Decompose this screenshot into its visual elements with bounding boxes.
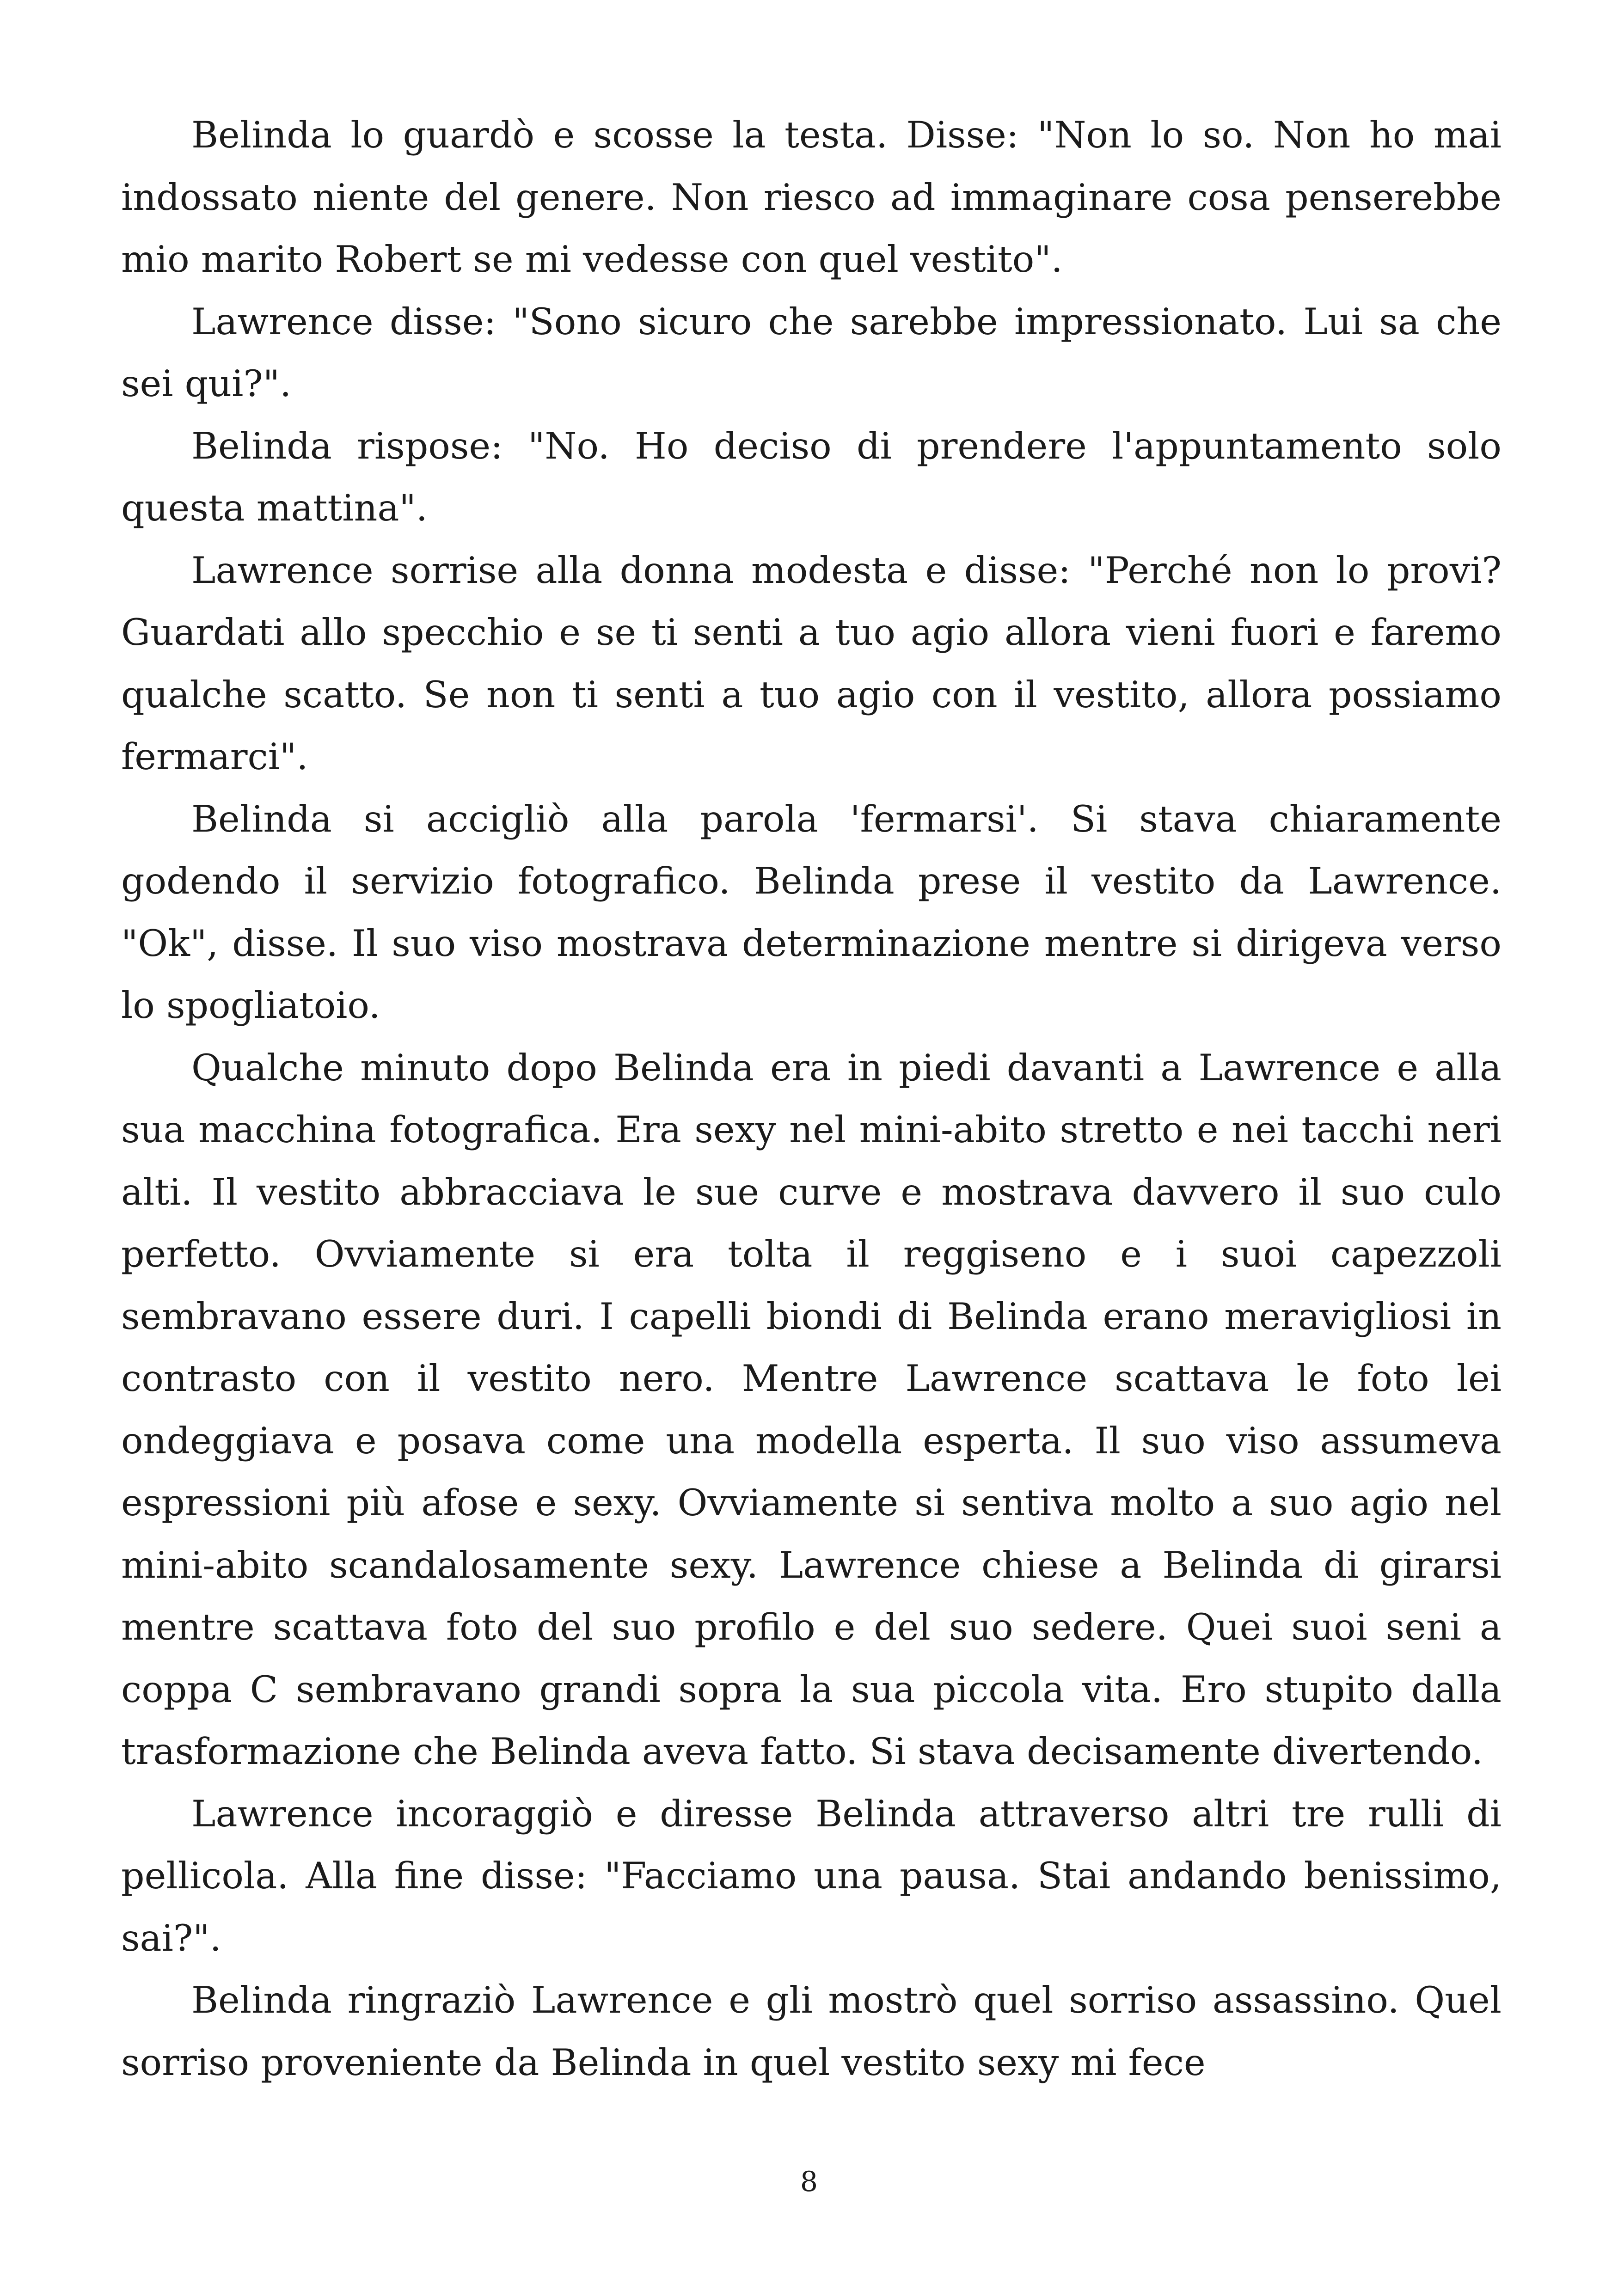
body-text (121, 104, 1502, 2094)
page-number: 8 (800, 2166, 818, 2198)
paragraph: Qualche minuto dopo Belinda era in piedi davanti a Lawrence e alla sua macchina fotografica. Era sexy nel mini-abito stretto e nei tacchi neri alti. Il vestito abbracciava le sue curve e mostrava davvero il suo culo perfetto. Ovviamente si era tolta il reggiseno e i suoi capezzoli sembravano essere duri. I capelli biondi di Belinda erano meravigliosi in contrasto con il vestito nero. Mentre Lawrence scattava le foto lei ondeggiava e posava come una modella esperta. Il suo viso assumeva espressioni più afose e sexy. Ovviamente si sentiva molto a suo agio nel mini-abito scandalosamente sexy. Lawrence chiese a Belinda di girarsi mentre scattava foto del suo profilo e del suo sedere. Quei suoi seni a coppa C sembravano grandi sopra la sua piccola vita. Ero stupito dalla trasformazione che Belinda aveva fatto. Si stava decisamente divertendo. (121, 1046, 1502, 1773)
paragraph: Belinda si accigliò alla parola 'fermarsi'. Si stava chiaramente godendo il servizio fotografico. Belinda prese il vestito da Lawrence. "Ok", disse. Il suo viso mostrava determinazione mentre si dirigeva verso lo spogliatoio. (121, 797, 1502, 1027)
paragraph: Belinda rispose: "No. Ho deciso di prendere l'appuntamento solo questa mattina". (121, 424, 1502, 529)
paragraph: Lawrence incoraggiò e diresse Belinda attraverso altri tre rulli di pellicola. Alla fine disse: "Facciamo una pausa. Stai andando benissimo, sai?". (121, 1792, 1502, 1959)
paragraph: Belinda lo guardò e scosse la testa. Disse: "Non lo so. Non ho mai indossato niente del genere. Non riesco ad immaginare cosa penserebbe mio marito Robert se mi vedesse con quel vestito". (121, 114, 1502, 281)
paragraph: Lawrence sorrise alla donna modesta e disse: "Perché non lo provi? Guardati allo specchio e se ti senti a tuo agio allora vieni fuori e faremo qualche scatto. Se non ti senti a tuo agio con il vestito, allora possiamo fermarci". (121, 549, 1502, 778)
paragraph: Belinda ringraziò Lawrence e gli mostrò quel sorriso assassino. Quel sorriso proveniente da Belinda in quel vestito sexy mi fece (121, 1979, 1502, 2084)
paragraph: Lawrence disse: "Sono sicuro che sarebbe impressionato. Lui sa che sei qui?". (121, 300, 1502, 405)
